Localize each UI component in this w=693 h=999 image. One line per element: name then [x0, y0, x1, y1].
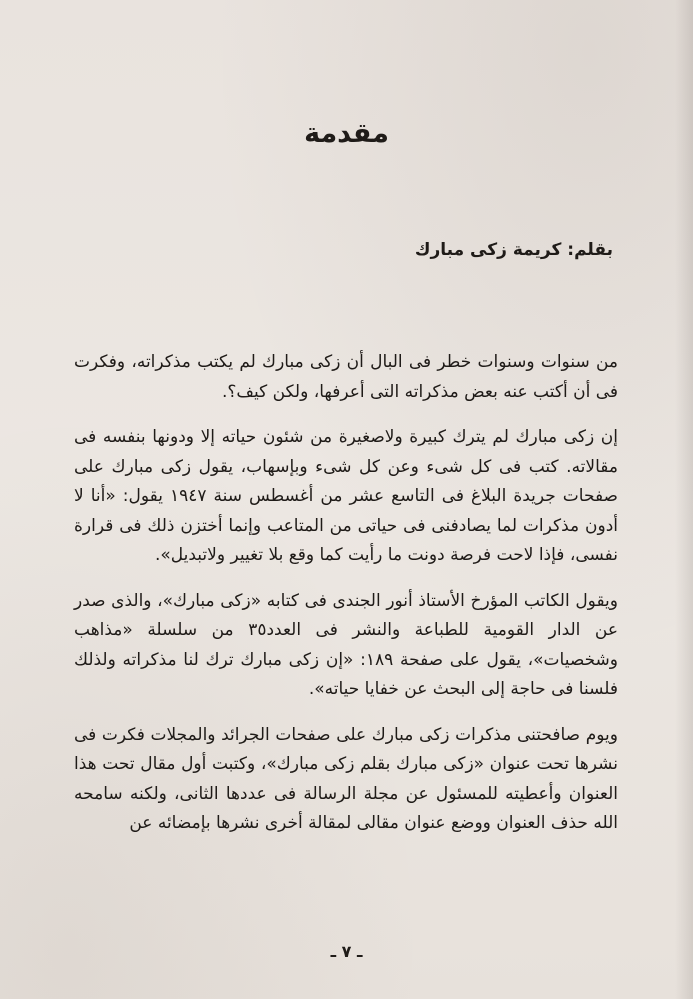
body-text [74, 348, 618, 839]
page-title: مقدمة [304, 118, 389, 149]
page-number: ـ ٧ ـ [330, 942, 363, 961]
paragraph-1: من سنوات وسنوات خطر فى البال أن زكى مبارك لم يكتب مذكراته، وفكرت فى أن أكتب عنه بعض مذكراته التى أعرفها، ولكن كيف؟. [74, 352, 618, 402]
paragraph-2: إن زكى مبارك لم يترك كبيرة ولاصغيرة من شئون حياته إلا ودونها بنفسه فى مقالاته. كتب فى كل شىء وعن كل شىء وبإسهاب، يقول زكى مبارك على صفحات جريدة البلاغ فى التاسع عشر من أغسطس سنة ١٩٤٧ يقول: «أنا لا أدون مذكرات لما يصادفنى فى حياتى من المتاعب وإنما أختزن ذلك فى قرارة نفسى، فإذا لاحت فرصة دونت ما رأيت كما وقع بلا تغيير ولاتبديل». [74, 427, 618, 565]
author-byline: بقلم: كريمة زكى مبارك [414, 240, 613, 260]
paragraph-4: ويوم صافحتنى مذكرات زكى مبارك على صفحات الجرائد والمجلات فكرت فى نشرها تحت عنوان «زكى مبارك بقلم زكى مبارك»، وكتبت أول مقال تحت هذا العنوان وأعطيته للمسئول عن مجلة الرسالة فى عددها الثانى، ولكنه سامحه الله حذف العنوان ووضع عنوان مقالى لمقالة أخرى نشرها بإمضائه عن [74, 724, 618, 833]
paragraph-3: ويقول الكاتب المؤرخ الأستاذ أنور الجندى فى كتابه «زكى مبارك»، والذى صدر عن الدار القومية للطباعة والنشر فى العدد٣٥ من سلسلة «مذاهب وشخصيات»، يقول على صفحة ١٨٩: «إن زكى مبارك ترك لنا مذكراته ولذلك فلسنا فى حاجة إلى البحث عن خفايا حياته». [74, 590, 619, 699]
page-edge-shadow [675, 0, 693, 999]
